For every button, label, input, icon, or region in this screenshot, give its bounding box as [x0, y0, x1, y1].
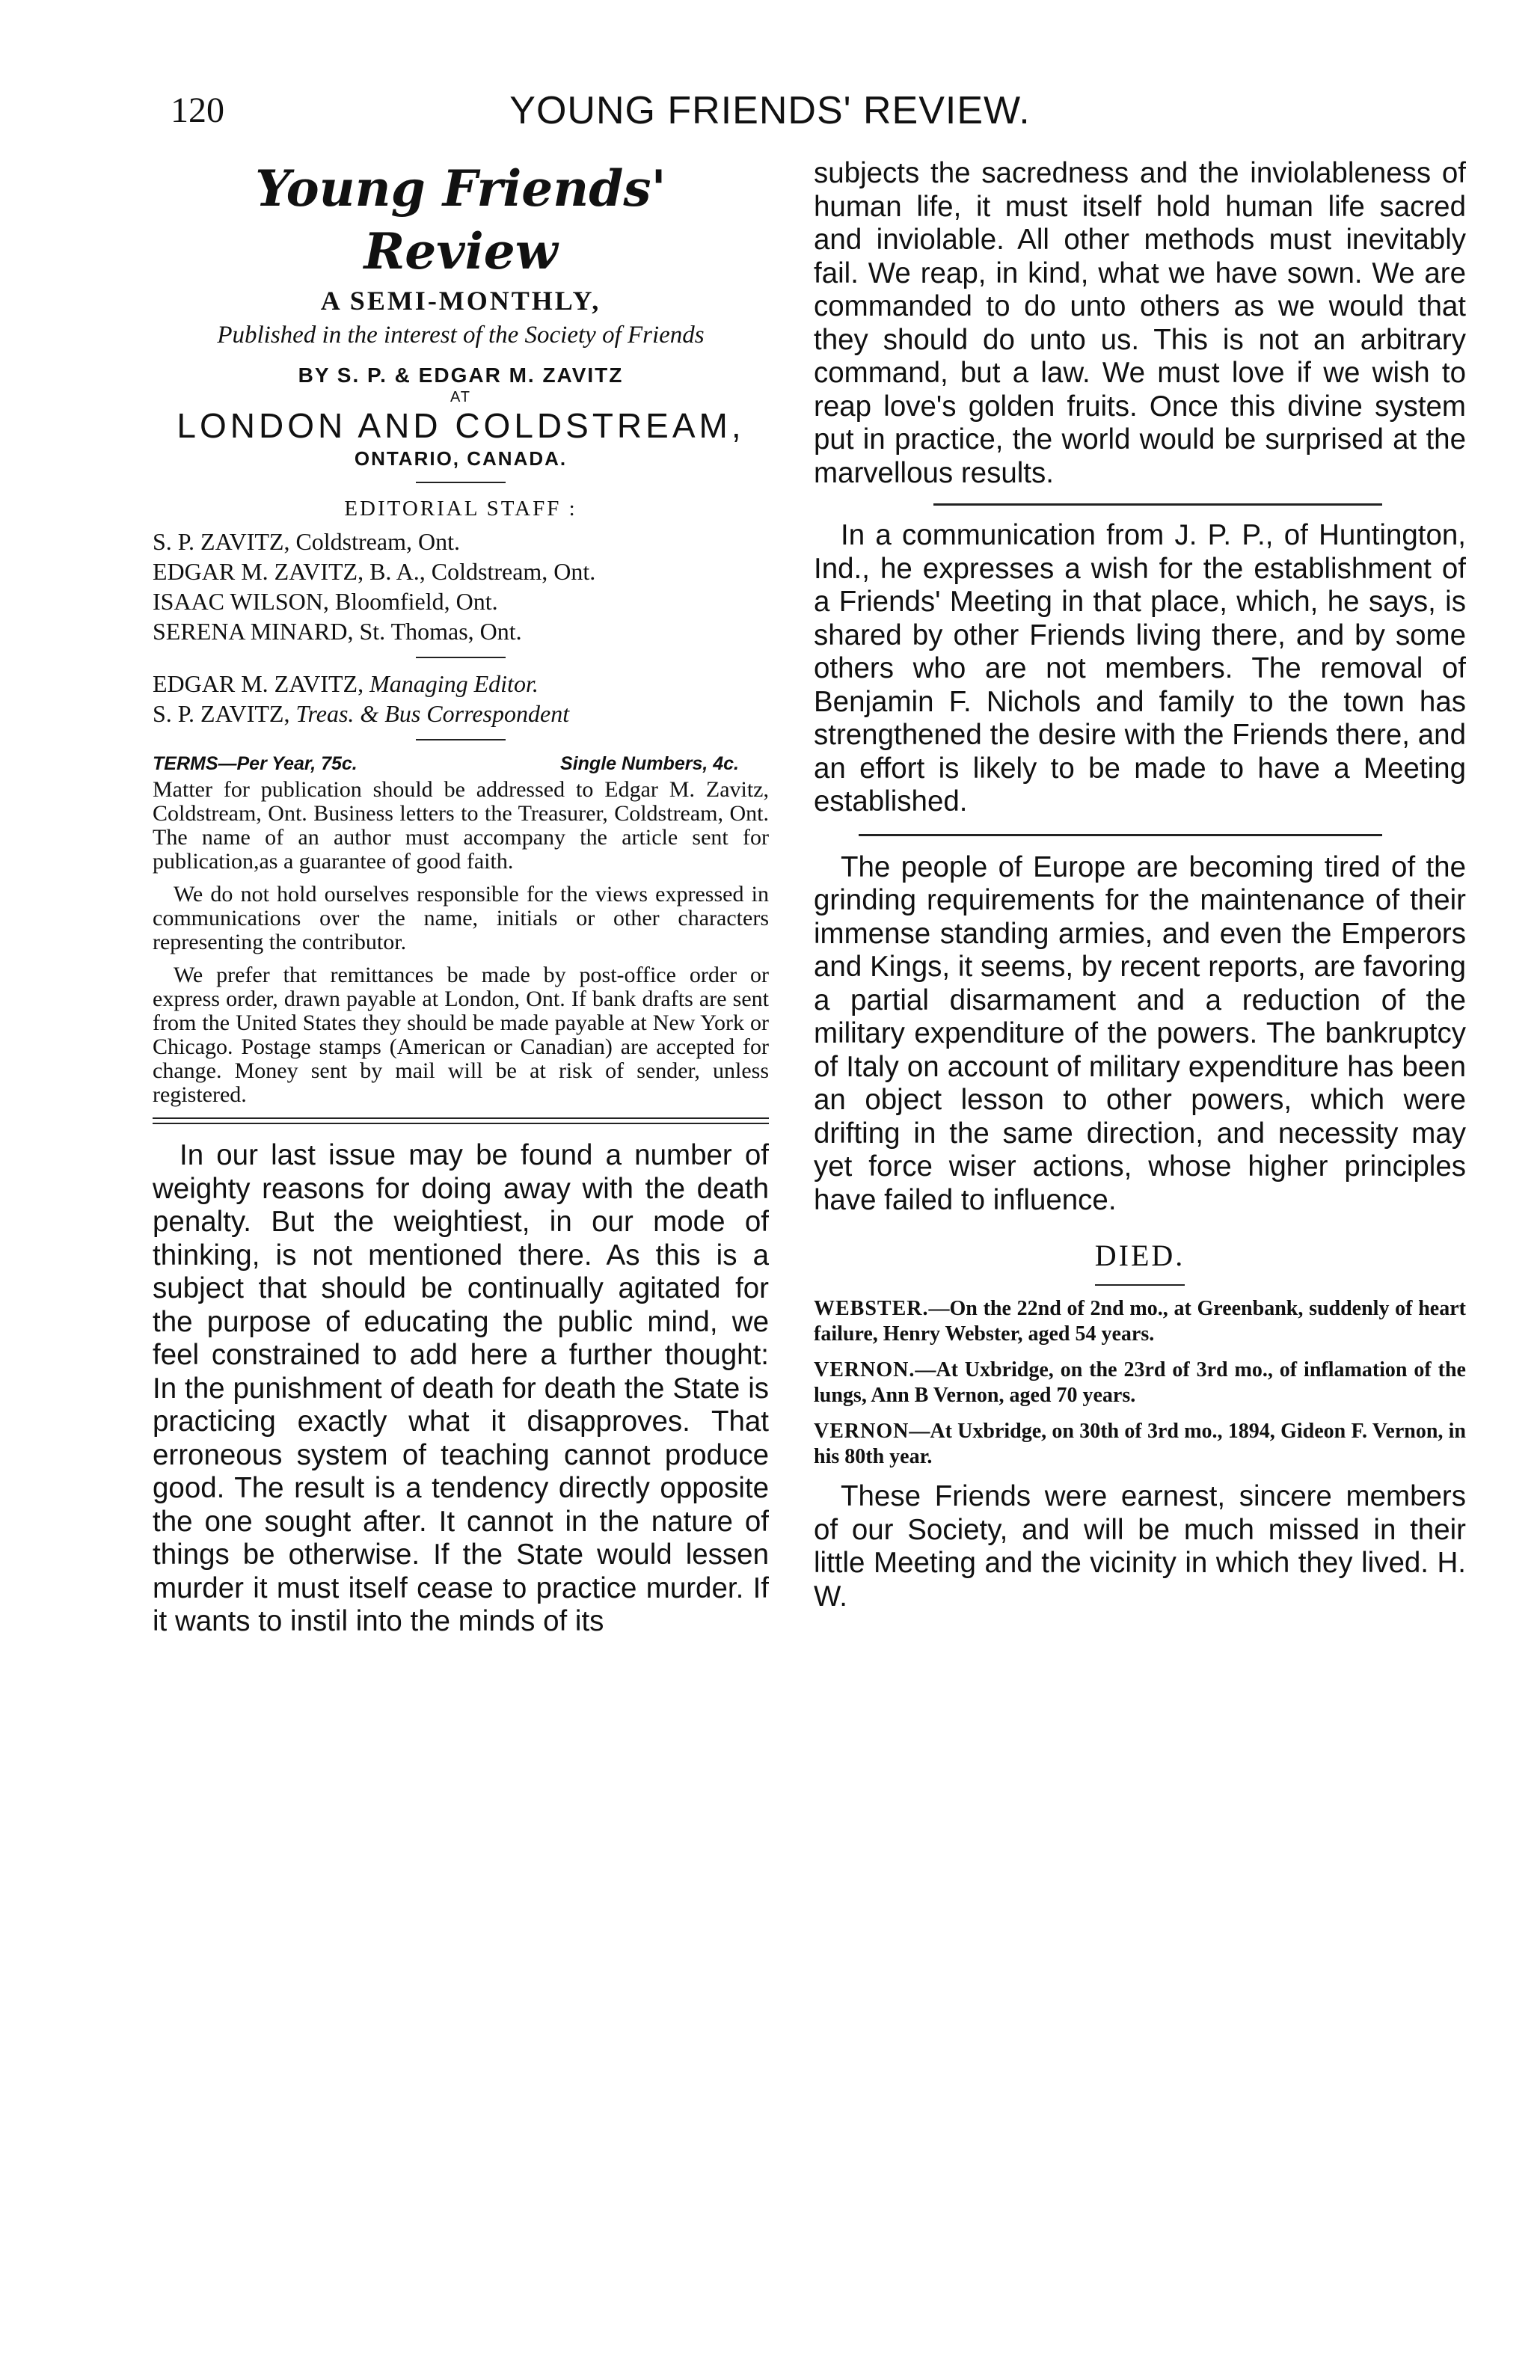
masthead-publishers: BY S. P. & EDGAR M. ZAVITZ: [298, 364, 624, 387]
died-heading: DIED.: [1094, 1239, 1185, 1272]
terms-single: Single Numbers, 4c.: [560, 753, 739, 774]
masthead: [153, 157, 769, 776]
deceased-name: WEBSTER.: [814, 1297, 929, 1320]
europe-paragraph: The people of Europe are becoming tired of the grinding requirements for the maintenance of their immense standing armies, and even the Emperors and Kings, it seems, by recent reports, are favoring a partial disarmament and a reduction of the military expenditure of the powers. The bankruptcy of Italy on account of military expenditure has been an object lesson to other powers, which were drifting in the same direction, and necessity may yet force wiser actions, whose higher principles have failed to influence.: [814, 850, 1466, 1216]
masthead-subtitle: A SEMI-MONTHLY,: [320, 286, 601, 316]
death-notice-text: —On the 22nd of 2nd mo., at Greenbank, suddenly of heart failure, Henry Webster, aged 54 years.: [814, 1297, 1466, 1346]
death-notice: [814, 1419, 1466, 1470]
page-number: 120: [171, 91, 224, 130]
managing-editor-line: [153, 669, 769, 699]
double-divider: [153, 1117, 769, 1124]
divider: [416, 482, 506, 483]
masthead-published-line: Published in the interest of the Society of Friends: [217, 322, 705, 349]
notice-paragraph: We do not hold ourselves responsible for the views expressed in communications over the name, initials or other characters representing the contributor.: [153, 882, 769, 954]
masthead-city: LONDON AND COLDSTREAM,: [177, 406, 745, 445]
treasurer-line: [153, 699, 769, 729]
masthead-province: ONTARIO, CANADA.: [354, 447, 568, 470]
terms-line: [153, 751, 769, 776]
deceased-name: VERNON.: [814, 1358, 915, 1381]
staff-list: [153, 527, 769, 646]
left-column: [153, 157, 769, 1639]
death-penalty-article: In our last issue may be found a number of weighty reasons for doing away with the death penalty. But the weightiest, in our mode of thinking, is not mentioned there. As this is a subject that should be continually agitated for the purpose of educating the public mind, we feel constrained to add here a further thought: In the punishment of death for death the State is practicing exactly what it disapproves. That erroneous system of teaching cannot produce good. The result is a tendency directly opposite the one sought after. It cannot in the nature of things be otherwise. If the State would lessen murder it must itself cease to practice murder. If it wants to instil into the minds of its: [153, 1139, 769, 1637]
page-header: [0, 88, 1540, 141]
terms-per-year: TERMS—Per Year, 75c.: [153, 753, 358, 774]
staff-member: ISAAC WILSON, Bloomfield, Ont.: [153, 588, 498, 615]
treasurer-name: S. P. ZAVITZ,: [153, 700, 290, 727]
divider: [416, 657, 506, 658]
staff-heading: EDITORIAL STAFF :: [344, 497, 577, 521]
managing-editor-name: EDGAR M. ZAVITZ,: [153, 670, 364, 697]
death-notice-text: —At Uxbridge, on the 23rd of 3rd mo., of inflamation of the lungs, Ann B Vernon, aged 70 years.: [814, 1358, 1466, 1407]
divider: [416, 739, 506, 740]
divider: [859, 834, 1382, 836]
divider: [1095, 1284, 1185, 1286]
treasurer-role: Treas. & Bus Correspondent: [295, 700, 570, 727]
right-column: [814, 157, 1466, 1613]
masthead-at: AT: [450, 389, 472, 405]
closing-paragraph: These Friends were earnest, sincere members of our Society, and will be much missed in their little Meeting and the vicinity in which they lived. H. W.: [814, 1480, 1466, 1613]
death-notice-text: —At Uxbridge, on 30th of 3rd mo., 1894, Gideon F. Vernon, in his 80th year.: [814, 1420, 1466, 1468]
staff-member: S. P. ZAVITZ, Coldstream, Ont.: [153, 528, 460, 555]
deceased-name: VERNON: [814, 1420, 909, 1443]
notice-paragraph: We prefer that remittances be made by post-office order or express order, drawn payable at London, Ont. If bank drafts are sent from the United States they should be made payable at New York or Chicago. Postage stamps (American or Canadian) are accepted for change. Money sent by mail will be at risk of sender, unless registered.: [153, 963, 769, 1107]
article-continuation: subjects the sacredness and the inviolableness of human life, it must itself hold human life sacred and inviolable. All other methods must inevitably fail. We reap, in kind, what we have sown. We are commanded to do unto others as we would that they should do unto us. This is not an arbitrary command, but a law. We must love if we wish to reap love's golden fruits. Once this divine system put in practice, the world would be surprised at the marvellous results.: [814, 157, 1466, 489]
notice-paragraph: Matter for publication should be addressed to Edgar M. Zavitz, Coldstream, Ont. Business letters to the Treasurer, Coldstream, Ont. The name of an author must accompany the article sent for publication,as a guarantee of good faith.: [153, 777, 769, 874]
running-title: YOUNG FRIENDS' REVIEW.: [509, 89, 1031, 132]
managing-editor-role: Managing Editor.: [369, 670, 539, 697]
huntington-paragraph: In a communication from J. P. P., of Huntington, Ind., he expresses a wish for the establishment of a Friends' Meeting in that place, which, he says, is shared by other Friends living there, and by some others who are not members. The removal of Benjamin F. Nichols and family to the town has strengthened the desire with the Friends there, and an effort is likely to be made to have a Meeting established.: [814, 519, 1466, 818]
staff-member: SERENA MINARD, St. Thomas, Ont.: [153, 618, 522, 645]
divider: [933, 503, 1382, 506]
death-notice: [814, 1358, 1466, 1408]
staff-member: EDGAR M. ZAVITZ, B. A., Coldstream, Ont.: [153, 558, 596, 585]
masthead-title: Young Friends' Review: [255, 159, 666, 280]
death-notice: [814, 1296, 1466, 1347]
